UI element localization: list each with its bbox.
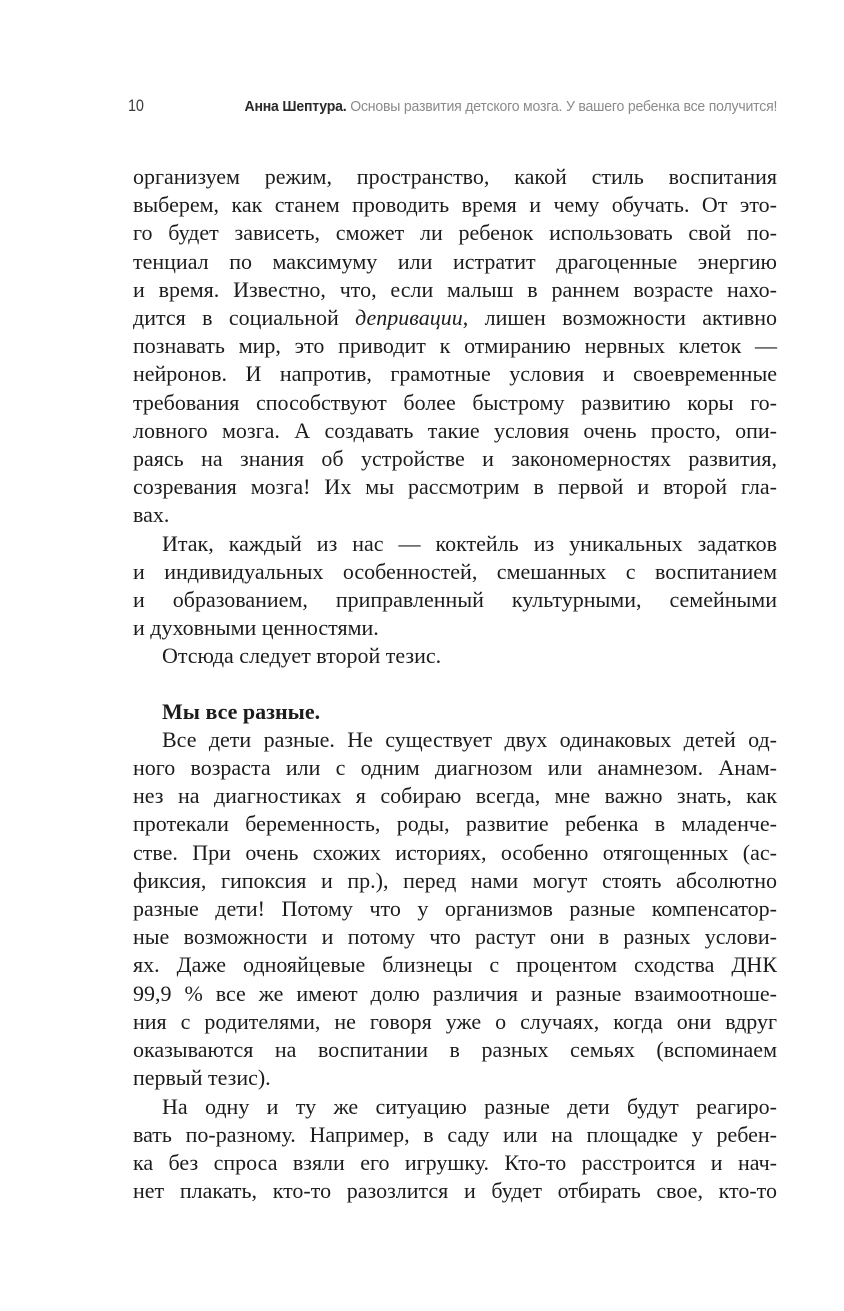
paragraph — [133, 163, 777, 530]
paragraph — [133, 726, 777, 1093]
paragraph — [133, 642, 777, 670]
text-line: разные дети! Потому что у организмов разные компенсатор- — [133, 896, 777, 922]
text-line: фиксия, гипоксия и пр.), перед нами могут стоять абсолютно — [133, 867, 777, 893]
text-line: и индивидуальных особенностей, смешанных с воспитанием — [133, 558, 777, 584]
text-line: оказываются на воспитании в разных семьях (вспоминаем — [133, 1037, 777, 1063]
text-line: ловного мозга. А создавать такие условия очень просто, опи- — [133, 417, 777, 443]
text-line: Итак, каждый из нас — коктейль из уникальных задатков — [162, 530, 777, 556]
text-line: организуем режим, пространство, какой стиль воспитания — [133, 164, 777, 189]
text-line: выберем, как станем проводить время и чему обучать. От это- — [133, 192, 777, 218]
text-line: раясь на знания об устройстве и закономерностях развития, — [133, 446, 777, 472]
text-line: ях. Даже однояйцевые близнецы с процентом сходства ДНК — [133, 952, 777, 978]
text-line: ные возможности и потому что растут они в разных услови- — [133, 924, 777, 950]
paragraph — [133, 1093, 777, 1206]
paragraph — [133, 530, 777, 643]
text-line: первый тезис). — [133, 1065, 271, 1091]
text-line: и время. Известно, что, если малыш в раннем возрасте нахо- — [133, 276, 777, 302]
text-line: Отсюда следует второй тезис. — [162, 643, 442, 669]
author-name: Анна Шептура. — [244, 99, 351, 115]
text-line: Все дети разные. Не существует двух одинаковых детей од- — [162, 726, 777, 752]
text-block — [133, 163, 777, 1205]
text-line: и образованием, приправленный культурными, семейными — [133, 587, 777, 613]
text-line: протекали беременность, роды, развитие ребенка в младенче- — [133, 811, 777, 837]
text-line: 99,9 % все же имеют долю различия и разные взаимоотноше- — [133, 980, 777, 1006]
text-line: дится в социальной депривации, лишен возможности активно — [133, 305, 777, 331]
text-line: нет плакать, кто-то разозлится и будет отбирать свое, кто-то — [133, 1178, 777, 1204]
text-line: нейронов. И напротив, грамотные условия и своевременные — [133, 361, 777, 387]
running-header-text — [244, 99, 777, 115]
running-header — [128, 96, 777, 116]
text-line: го будет зависеть, сможет ли ребенок использовать свой по- — [133, 220, 777, 246]
book-title: Основы развития детского мозга. У вашего ребенка все получится! — [350, 99, 777, 115]
text-line: требования способствуют более быстрому развитию коры го- — [133, 389, 777, 415]
text-line: нез на диагностиках я собираю всегда, мне важно знать, как — [133, 783, 777, 809]
text-line: познавать мир, это приводит к отмиранию нервных клеток — — [133, 333, 777, 359]
text-line: созревания мозга! Их мы рассмотрим в первой и второй гла- — [133, 474, 777, 500]
text-line: и духовными ценностями. — [133, 615, 379, 641]
text-line: вах. — [133, 502, 170, 528]
text-line: На одну и ту же ситуацию разные дети будут реагиро- — [162, 1093, 777, 1119]
page-number: 10 — [128, 96, 144, 115]
text-line: ния с родителями, не говоря уже о случаях, когда они вдруг — [133, 1008, 777, 1034]
text-line: Мы все разные. — [162, 698, 321, 724]
text-line: тенциал по максимуму или истратит драгоценные энергию — [133, 248, 777, 274]
text-line: стве. При очень схожих историях, особенно отягощенных (ас- — [133, 839, 777, 865]
text-line: ка без спроса взяли его игрушку. Кто-то расстроится и нач- — [133, 1149, 777, 1175]
text-line: вать по-разному. Например, в саду или на площадке у ребен- — [133, 1121, 777, 1147]
section-heading — [133, 698, 777, 726]
text-line: ного возраста или с одним диагнозом или анамнезом. Анам- — [133, 755, 777, 781]
